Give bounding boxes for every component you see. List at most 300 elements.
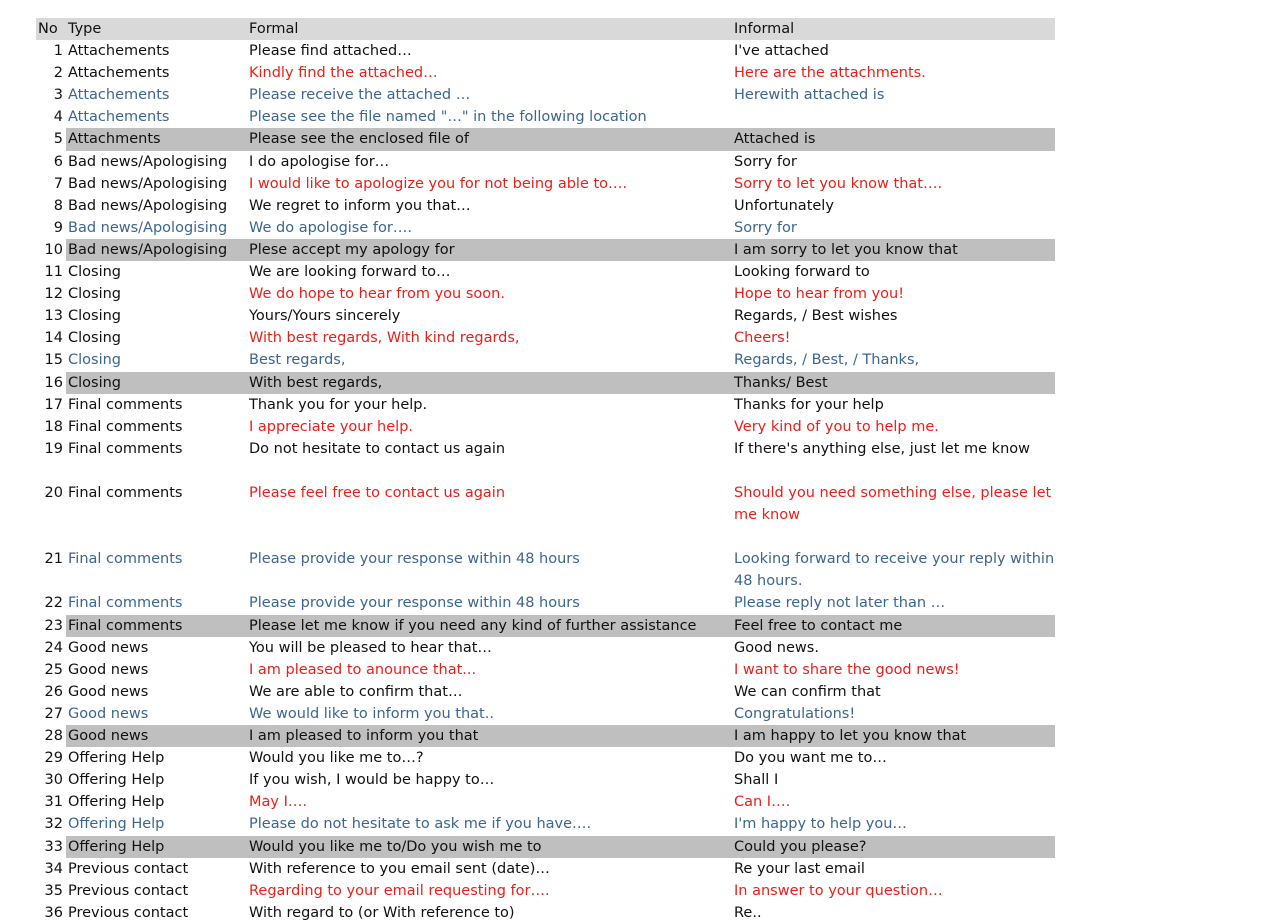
table-row bbox=[36, 725, 1055, 747]
row-number bbox=[36, 261, 66, 283]
row-informal bbox=[731, 195, 1055, 217]
row-type-text: Closing bbox=[68, 330, 122, 347]
row-type bbox=[66, 747, 246, 769]
header-formal: Formal bbox=[249, 21, 299, 37]
row-type-text: Closing bbox=[68, 286, 122, 303]
row-formal-text: Thank you for your help. bbox=[249, 396, 428, 413]
row-number-text: 1 bbox=[53, 43, 63, 60]
table-row bbox=[36, 62, 1055, 84]
row-formal-text: We are able to confirm that… bbox=[249, 683, 463, 700]
row-formal-text: If you wish, I would be happy to… bbox=[249, 772, 495, 789]
row-informal bbox=[731, 725, 1055, 747]
row-formal bbox=[246, 128, 731, 150]
row-formal bbox=[246, 791, 731, 813]
header-informal: Informal bbox=[734, 21, 795, 37]
row-formal-text: Would you like me to…? bbox=[249, 750, 424, 767]
row-informal-text: I am sorry to let you know that bbox=[734, 241, 958, 258]
row-type bbox=[66, 349, 246, 371]
row-type-text: Previous contact bbox=[68, 860, 189, 877]
row-formal bbox=[246, 239, 731, 261]
row-type-text: Final comments bbox=[68, 440, 183, 457]
row-formal-text: With best regards, With kind regards, bbox=[249, 330, 520, 347]
row-type bbox=[66, 637, 246, 659]
row-type bbox=[66, 283, 246, 305]
row-number bbox=[36, 858, 66, 880]
row-number-text: 34 bbox=[44, 860, 63, 877]
row-formal-text: Kindly find the attached… bbox=[249, 65, 438, 82]
row-type-text: Previous contact bbox=[68, 904, 189, 921]
table-row bbox=[36, 526, 1055, 592]
row-type-text: Closing bbox=[68, 374, 122, 391]
row-number-text: 13 bbox=[44, 308, 63, 325]
row-type-text: Offering Help bbox=[68, 838, 165, 855]
row-number bbox=[36, 813, 66, 835]
row-number-text: 27 bbox=[44, 705, 63, 722]
row-type-text: Attachements bbox=[68, 87, 170, 104]
row-informal bbox=[731, 615, 1055, 637]
row-number bbox=[36, 416, 66, 438]
table-row bbox=[36, 615, 1055, 637]
row-formal-text: Please provide your response within 48 hours bbox=[249, 595, 580, 612]
row-type bbox=[66, 305, 246, 327]
row-formal-text: We would like to inform you that.. bbox=[249, 705, 494, 722]
row-informal bbox=[731, 659, 1055, 681]
row-type-text: Final comments bbox=[68, 595, 183, 612]
row-formal bbox=[246, 836, 731, 858]
row-type bbox=[66, 394, 246, 416]
row-informal bbox=[731, 747, 1055, 769]
row-number bbox=[36, 791, 66, 813]
table-row bbox=[36, 394, 1055, 416]
row-formal-text: With reference to you email sent (date)… bbox=[249, 860, 550, 877]
row-type bbox=[66, 239, 246, 261]
row-informal-text: Shall I bbox=[734, 772, 779, 789]
header-no: No bbox=[38, 21, 58, 37]
row-number bbox=[36, 637, 66, 659]
row-informal bbox=[731, 791, 1055, 813]
row-type bbox=[66, 261, 246, 283]
row-type-text: Bad news/Apologising bbox=[68, 175, 228, 192]
table-row bbox=[36, 327, 1055, 349]
row-number-text: 33 bbox=[44, 838, 63, 855]
row-type bbox=[66, 173, 246, 195]
table-row bbox=[36, 217, 1055, 239]
row-informal bbox=[731, 703, 1055, 725]
row-formal-text: I do apologise for… bbox=[249, 153, 390, 170]
row-number bbox=[36, 327, 66, 349]
row-number-text: 3 bbox=[53, 87, 63, 104]
row-type bbox=[66, 438, 246, 460]
table-row bbox=[36, 106, 1055, 128]
row-number bbox=[36, 128, 66, 150]
row-informal bbox=[731, 681, 1055, 703]
row-formal bbox=[246, 460, 731, 526]
row-number-text: 24 bbox=[44, 639, 63, 656]
row-type-text: Final comments bbox=[68, 396, 183, 413]
table-row bbox=[36, 416, 1055, 438]
row-formal bbox=[246, 592, 731, 614]
table-row bbox=[36, 40, 1055, 62]
row-formal-text: Would you like me to/Do you wish me to bbox=[249, 838, 542, 855]
row-formal bbox=[246, 261, 731, 283]
row-informal bbox=[731, 106, 1055, 128]
row-informal-text: Please reply not later than … bbox=[734, 595, 946, 612]
table-row bbox=[36, 173, 1055, 195]
row-informal bbox=[731, 327, 1055, 349]
row-informal-text: Herewith attached is bbox=[734, 87, 885, 104]
row-type-text: Offering Help bbox=[68, 794, 165, 811]
row-number-text: 17 bbox=[44, 396, 63, 413]
row-type-text: Bad news/Apologising bbox=[68, 153, 228, 170]
row-number bbox=[36, 681, 66, 703]
row-type bbox=[66, 725, 246, 747]
row-formal bbox=[246, 659, 731, 681]
row-number-text: 22 bbox=[44, 595, 63, 612]
row-formal-text: I would like to apologize you for not being able to…. bbox=[249, 175, 628, 192]
row-formal bbox=[246, 902, 731, 924]
row-number bbox=[36, 526, 66, 592]
row-type-text: Offering Help bbox=[68, 750, 165, 767]
row-formal-text: Regarding to your email requesting for…. bbox=[249, 882, 550, 899]
row-number-text: 9 bbox=[53, 219, 63, 236]
row-formal bbox=[246, 703, 731, 725]
row-number bbox=[36, 349, 66, 371]
row-formal-text: Please feel free to contact us again bbox=[249, 484, 506, 501]
row-informal bbox=[731, 151, 1055, 173]
row-type-text: Attachements bbox=[68, 109, 170, 126]
row-informal bbox=[731, 836, 1055, 858]
row-informal-text: If there's anything else, just let me know bbox=[734, 440, 1030, 457]
row-formal-text: We do hope to hear from you soon. bbox=[249, 286, 505, 303]
table-row bbox=[36, 195, 1055, 217]
row-informal-text: Attached is bbox=[734, 131, 816, 148]
row-formal bbox=[246, 283, 731, 305]
row-formal bbox=[246, 681, 731, 703]
table-row bbox=[36, 438, 1055, 460]
row-informal-text: Thanks/ Best bbox=[734, 374, 828, 391]
row-formal bbox=[246, 438, 731, 460]
row-number bbox=[36, 615, 66, 637]
row-formal-text: Please see the enclosed file of bbox=[249, 131, 470, 148]
row-formal bbox=[246, 769, 731, 791]
row-number bbox=[36, 84, 66, 106]
row-informal bbox=[731, 438, 1055, 460]
table-row bbox=[36, 637, 1055, 659]
row-number-text: 29 bbox=[44, 750, 63, 767]
row-number-text: 21 bbox=[44, 551, 63, 568]
row-number-text: 32 bbox=[44, 816, 63, 833]
row-number bbox=[36, 747, 66, 769]
row-informal-text: Re your last email bbox=[734, 860, 865, 877]
row-type bbox=[66, 681, 246, 703]
table-row bbox=[36, 349, 1055, 371]
row-informal-text: I am happy to let you know that bbox=[734, 728, 967, 745]
row-informal bbox=[731, 416, 1055, 438]
row-formal-text: We regret to inform you that… bbox=[249, 197, 471, 214]
row-type bbox=[66, 327, 246, 349]
table-row bbox=[36, 791, 1055, 813]
row-type bbox=[66, 615, 246, 637]
row-number bbox=[36, 372, 66, 394]
table-row bbox=[36, 239, 1055, 261]
row-formal bbox=[246, 416, 731, 438]
row-formal-text: We do apologise for…. bbox=[249, 219, 412, 236]
row-informal bbox=[731, 880, 1055, 902]
row-number bbox=[36, 460, 66, 526]
row-number-text: 4 bbox=[53, 109, 63, 126]
row-type-text: Bad news/Apologising bbox=[68, 241, 228, 258]
table-row bbox=[36, 858, 1055, 880]
row-number-text: 16 bbox=[44, 374, 63, 391]
row-number-text: 10 bbox=[44, 241, 63, 258]
row-number bbox=[36, 394, 66, 416]
row-type bbox=[66, 791, 246, 813]
row-informal bbox=[731, 40, 1055, 62]
row-informal-text: I'm happy to help you… bbox=[734, 816, 907, 833]
row-number bbox=[36, 151, 66, 173]
row-formal bbox=[246, 637, 731, 659]
table-row bbox=[36, 681, 1055, 703]
row-formal bbox=[246, 394, 731, 416]
row-informal-text: Feel free to contact me bbox=[734, 617, 903, 634]
row-formal bbox=[246, 84, 731, 106]
row-number-text: 2 bbox=[53, 65, 63, 82]
row-number-text: 7 bbox=[53, 175, 63, 192]
row-formal bbox=[246, 526, 731, 592]
row-type-text: Attachements bbox=[68, 65, 170, 82]
row-informal bbox=[731, 283, 1055, 305]
row-number-text: 30 bbox=[44, 772, 63, 789]
row-number-text: 25 bbox=[44, 661, 63, 678]
row-formal-text: Plese accept my apology for bbox=[249, 241, 455, 258]
row-formal-text: I appreciate your help. bbox=[249, 418, 414, 435]
row-informal bbox=[731, 239, 1055, 261]
row-informal bbox=[731, 394, 1055, 416]
row-number-text: 5 bbox=[53, 131, 63, 148]
row-informal-text: Hope to hear from you! bbox=[734, 286, 905, 303]
row-formal bbox=[246, 349, 731, 371]
table-row bbox=[36, 880, 1055, 902]
row-informal bbox=[731, 261, 1055, 283]
row-formal-text: Best regards, bbox=[249, 352, 346, 369]
row-number bbox=[36, 217, 66, 239]
row-formal-text: I am pleased to anounce that... bbox=[249, 661, 477, 678]
table-row bbox=[36, 659, 1055, 681]
row-informal bbox=[731, 460, 1055, 526]
row-formal bbox=[246, 173, 731, 195]
row-informal-text: In answer to your question… bbox=[734, 882, 943, 899]
row-informal-text: Unfortunately bbox=[734, 197, 834, 214]
row-number-text: 36 bbox=[44, 904, 63, 921]
row-formal-text: Please receive the attached … bbox=[249, 87, 471, 104]
row-informal bbox=[731, 902, 1055, 924]
row-formal bbox=[246, 725, 731, 747]
row-formal-text: Please see the file named "…" in the following location bbox=[249, 109, 647, 126]
row-formal-text: Please find attached… bbox=[249, 43, 412, 60]
row-number bbox=[36, 305, 66, 327]
row-type bbox=[66, 84, 246, 106]
row-informal-text: Looking forward to bbox=[734, 264, 870, 281]
row-formal-text: We are looking forward to… bbox=[249, 264, 451, 281]
row-number-text: 18 bbox=[44, 418, 63, 435]
row-informal bbox=[731, 592, 1055, 614]
row-type-text: Closing bbox=[68, 352, 122, 369]
row-type bbox=[66, 62, 246, 84]
row-number-text: 12 bbox=[44, 286, 63, 303]
row-formal bbox=[246, 813, 731, 835]
row-type bbox=[66, 416, 246, 438]
row-formal-text: I am pleased to inform you that bbox=[249, 728, 479, 745]
row-number-text: 35 bbox=[44, 882, 63, 899]
row-number-text: 14 bbox=[44, 330, 63, 347]
row-number-text: 6 bbox=[53, 153, 63, 170]
row-formal bbox=[246, 62, 731, 84]
row-formal-text: With best regards, bbox=[249, 374, 383, 391]
row-formal bbox=[246, 217, 731, 239]
row-number bbox=[36, 592, 66, 614]
header-type: Type bbox=[68, 21, 102, 37]
row-formal-text: Do not hesitate to contact us again bbox=[249, 440, 506, 457]
row-formal bbox=[246, 747, 731, 769]
row-informal bbox=[731, 173, 1055, 195]
table-row bbox=[36, 372, 1055, 394]
row-number-text: 31 bbox=[44, 794, 63, 811]
row-number bbox=[36, 195, 66, 217]
row-type-text: Bad news/Apologising bbox=[68, 219, 228, 236]
row-formal bbox=[246, 615, 731, 637]
row-formal bbox=[246, 195, 731, 217]
row-type bbox=[66, 880, 246, 902]
row-number bbox=[36, 725, 66, 747]
table-row bbox=[36, 747, 1055, 769]
table-row bbox=[36, 813, 1055, 835]
row-informal-text: Can I…. bbox=[734, 794, 791, 811]
row-number bbox=[36, 902, 66, 924]
table-row bbox=[36, 836, 1055, 858]
row-type-text: Good news bbox=[68, 661, 149, 678]
row-informal-text: Thanks for your help bbox=[734, 396, 884, 413]
row-type-text: Attachments bbox=[68, 131, 161, 148]
row-formal bbox=[246, 858, 731, 880]
row-type-text: Final comments bbox=[68, 418, 183, 435]
row-number bbox=[36, 173, 66, 195]
row-informal bbox=[731, 62, 1055, 84]
row-number bbox=[36, 769, 66, 791]
row-formal-text: Please provide your response within 48 hours bbox=[249, 551, 580, 568]
row-number bbox=[36, 438, 66, 460]
row-formal-text: Please do not hesitate to ask me if you have…. bbox=[249, 816, 592, 833]
row-number bbox=[36, 106, 66, 128]
row-number-text: 11 bbox=[44, 264, 63, 281]
row-number-text: 23 bbox=[44, 617, 63, 634]
row-number bbox=[36, 40, 66, 62]
row-type bbox=[66, 592, 246, 614]
row-type bbox=[66, 217, 246, 239]
row-informal-text: I want to share the good news! bbox=[734, 661, 960, 678]
row-formal bbox=[246, 880, 731, 902]
row-type bbox=[66, 40, 246, 62]
row-formal bbox=[246, 40, 731, 62]
row-informal-text: Very kind of you to help me. bbox=[734, 418, 939, 435]
row-type-text: Good news bbox=[68, 683, 149, 700]
row-informal bbox=[731, 128, 1055, 150]
row-number-text: 28 bbox=[44, 728, 63, 745]
row-informal bbox=[731, 769, 1055, 791]
row-informal bbox=[731, 305, 1055, 327]
row-type-text: Offering Help bbox=[68, 772, 165, 789]
row-informal bbox=[731, 637, 1055, 659]
row-informal-text: Could you please? bbox=[734, 838, 867, 855]
table-row bbox=[36, 283, 1055, 305]
row-number bbox=[36, 283, 66, 305]
table-row bbox=[36, 902, 1055, 924]
table-row bbox=[36, 305, 1055, 327]
row-type-text: Good news bbox=[68, 728, 149, 745]
row-type bbox=[66, 769, 246, 791]
row-informal bbox=[731, 813, 1055, 835]
row-formal-text: With regard to (or With reference to) bbox=[249, 904, 515, 921]
row-informal-text: Sorry for bbox=[734, 153, 797, 170]
row-formal-text: Yours/Yours sincerely bbox=[249, 308, 401, 325]
row-formal bbox=[246, 106, 731, 128]
row-type-text: Bad news/Apologising bbox=[68, 197, 228, 214]
row-informal-text: Sorry to let you know that…. bbox=[734, 175, 943, 192]
row-type bbox=[66, 836, 246, 858]
row-informal-text: Regards, / Best wishes bbox=[734, 308, 898, 325]
row-formal-text: Please let me know if you need any kind of further assistance bbox=[249, 617, 697, 634]
row-informal-text: We can confirm that bbox=[734, 683, 881, 700]
row-informal-text: I've attached bbox=[734, 43, 829, 60]
row-type bbox=[66, 106, 246, 128]
row-informal bbox=[731, 84, 1055, 106]
row-type-text: Final comments bbox=[68, 551, 183, 568]
row-informal-text: Congratulations! bbox=[734, 705, 856, 722]
row-formal bbox=[246, 327, 731, 349]
table-row bbox=[36, 151, 1055, 173]
row-type bbox=[66, 151, 246, 173]
row-informal bbox=[731, 349, 1055, 371]
table-row bbox=[36, 592, 1055, 614]
row-type-text: Closing bbox=[68, 264, 122, 281]
row-informal bbox=[731, 372, 1055, 394]
row-informal-text: Re.. bbox=[734, 904, 762, 921]
row-formal bbox=[246, 151, 731, 173]
row-type-text: Good news bbox=[68, 639, 149, 656]
row-type-text: Attachements bbox=[68, 43, 170, 60]
table-header-row bbox=[36, 18, 1055, 40]
table-row bbox=[36, 703, 1055, 725]
phrase-table bbox=[36, 18, 1055, 924]
row-type-text: Good news bbox=[68, 705, 149, 722]
row-type bbox=[66, 372, 246, 394]
row-number bbox=[36, 880, 66, 902]
row-informal bbox=[731, 526, 1055, 592]
row-number bbox=[36, 62, 66, 84]
table-row bbox=[36, 128, 1055, 150]
row-informal-text: Here are the attachments. bbox=[734, 65, 926, 82]
row-informal bbox=[731, 217, 1055, 239]
row-type bbox=[66, 128, 246, 150]
row-type-text: Final comments bbox=[68, 484, 183, 501]
row-type bbox=[66, 195, 246, 217]
row-formal bbox=[246, 372, 731, 394]
row-number bbox=[36, 659, 66, 681]
table-row bbox=[36, 84, 1055, 106]
table-row bbox=[36, 460, 1055, 526]
row-type bbox=[66, 460, 246, 526]
row-type bbox=[66, 902, 246, 924]
row-number bbox=[36, 239, 66, 261]
